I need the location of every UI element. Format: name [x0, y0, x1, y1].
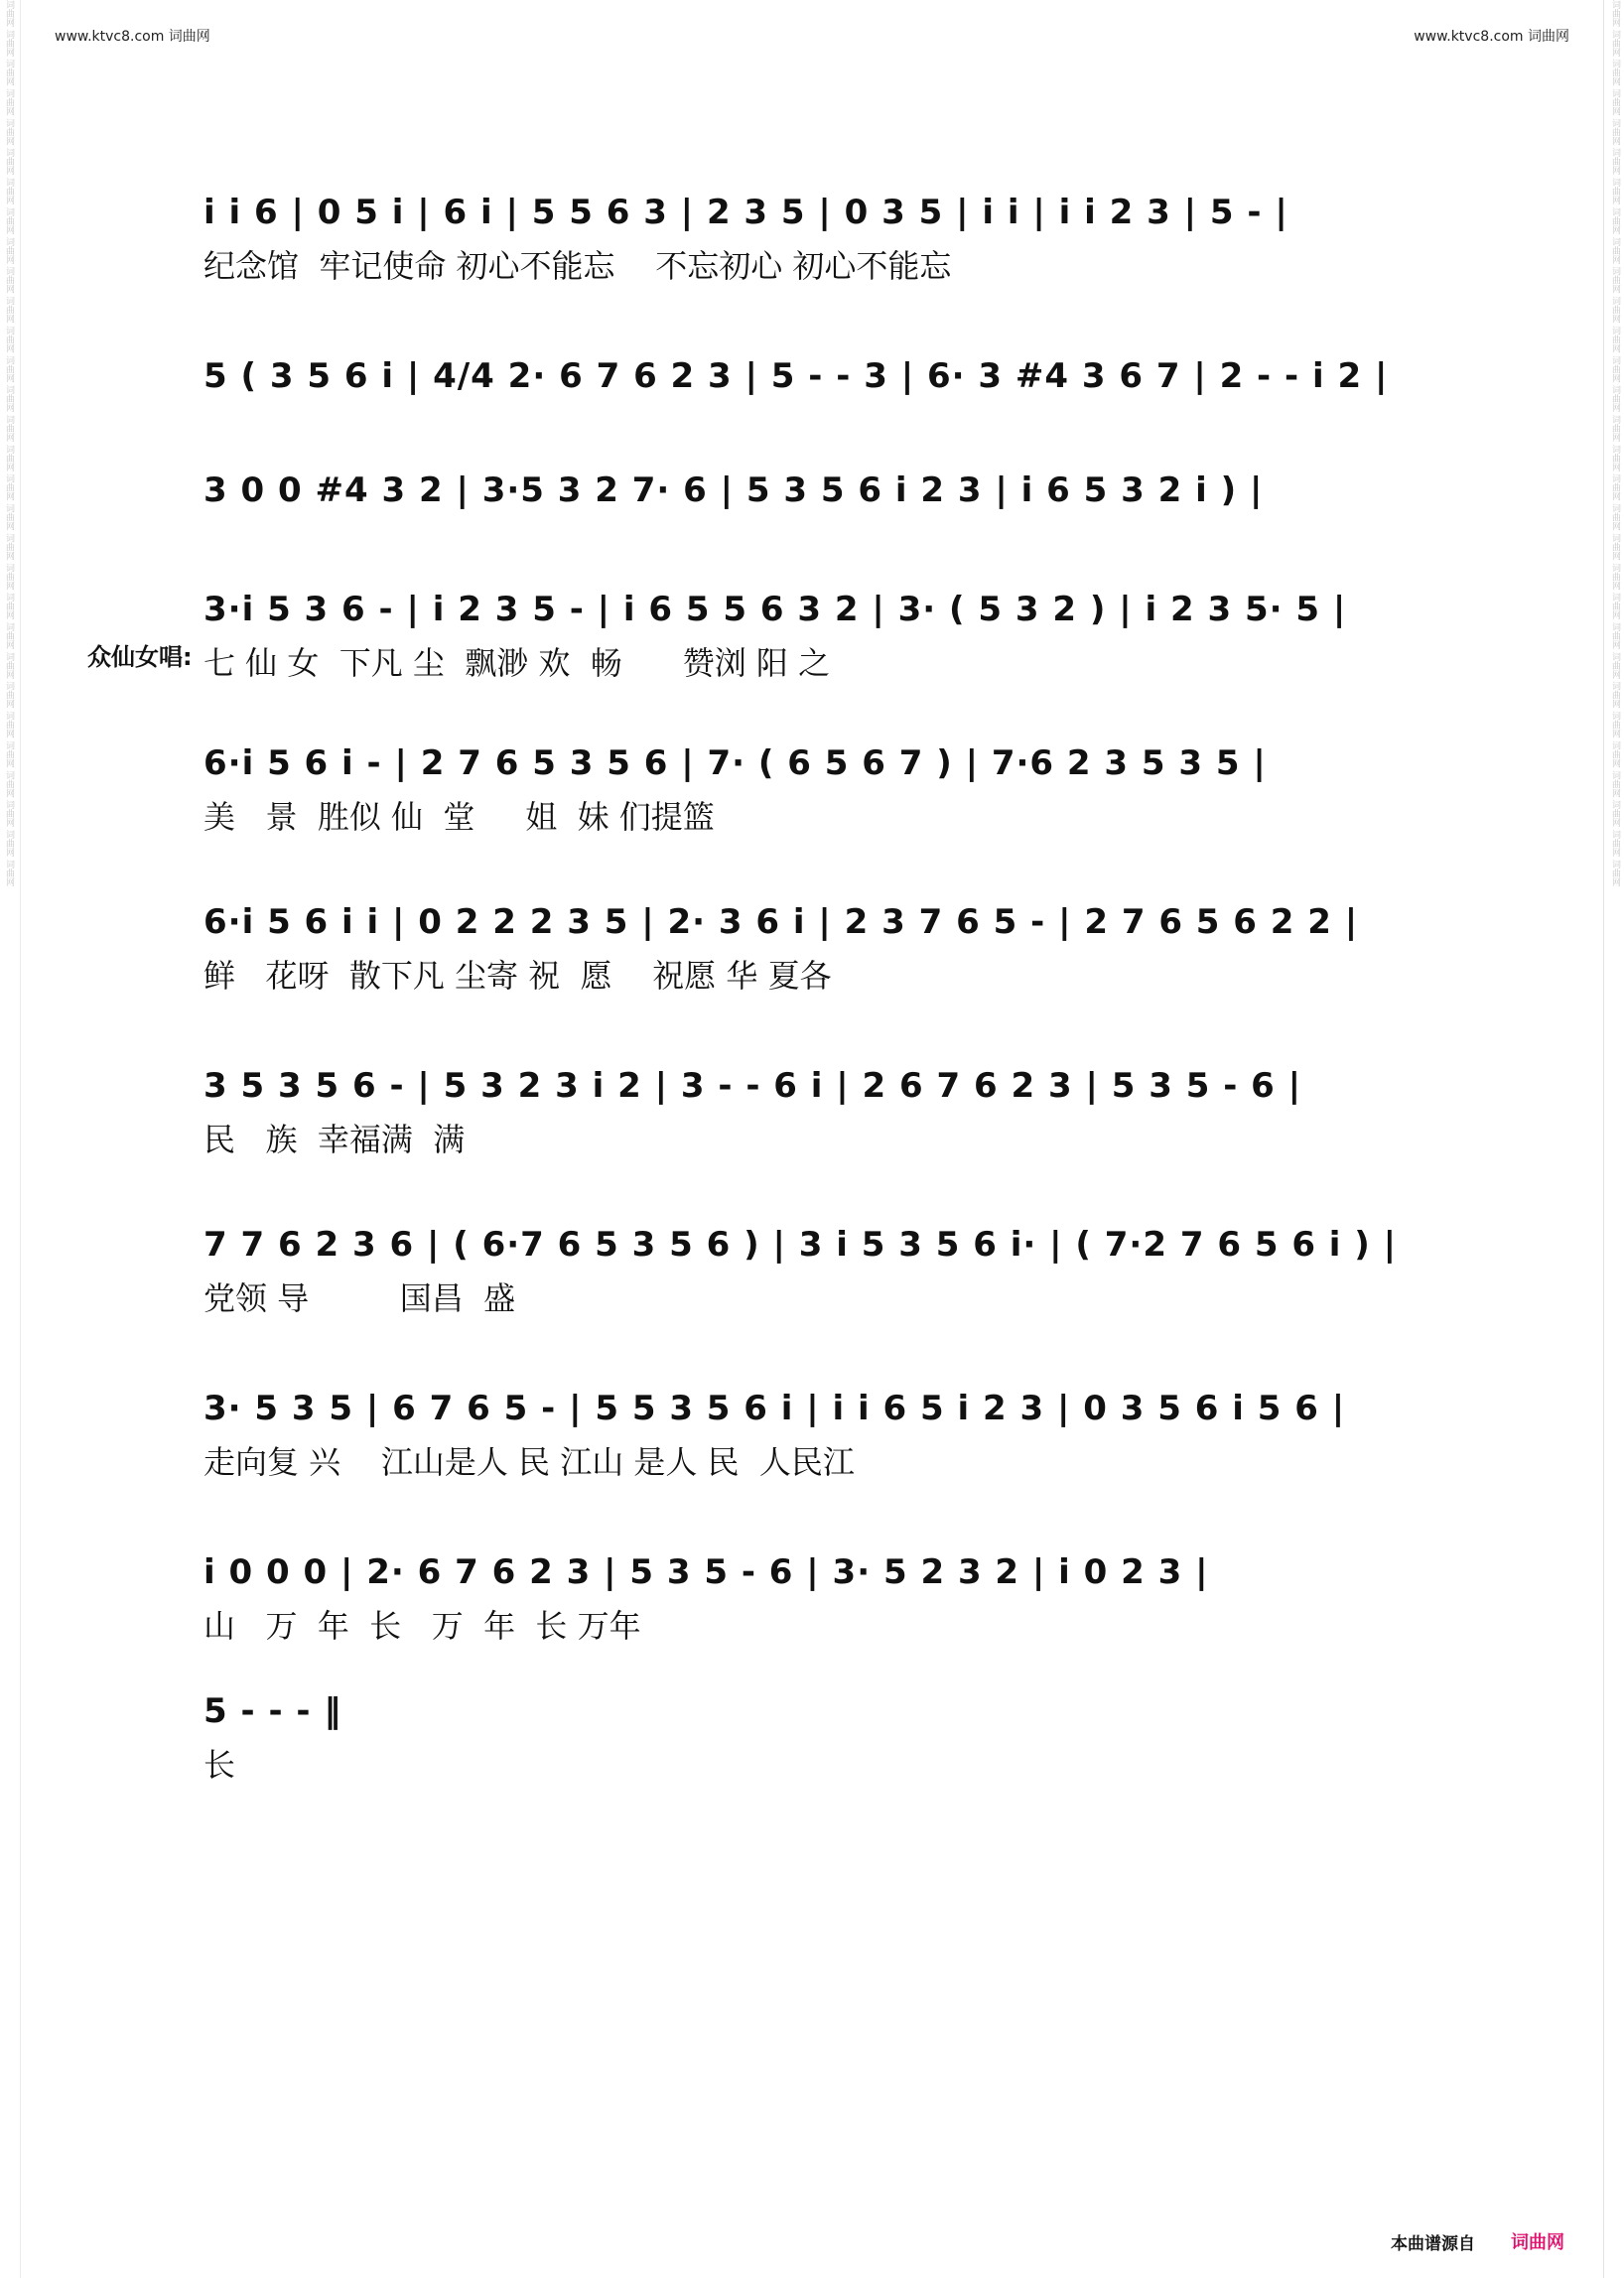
lyrics-row: 纪念馆 牢记使命 初心不能忘 不忘初心 初心不能忘	[203, 247, 952, 285]
notation-row: 3 0 0 #4 3 2 | 3·5 3 2 7· 6 | 5 3 5 6 i 2 3 | i 6 5 3 2 i ) |	[203, 470, 1264, 510]
staff-line	[203, 898, 1454, 995]
staff-line	[203, 189, 1454, 285]
lyrics-row: 党领 导 国昌 盛	[203, 1279, 516, 1317]
lyrics-row: 山 万 年 长 万 年 长 万年	[203, 1607, 641, 1645]
staff-line	[203, 1062, 1454, 1158]
footer-source: 本曲谱源自	[1391, 2234, 1475, 2254]
notation-row: i 0 0 0 | 2· 6 7 6 2 3 | 5 3 5 - 6 | 3· 5 2 3 2 | i 0 2 3 |	[203, 1552, 1209, 1592]
staff-line	[203, 467, 1454, 556]
notation-row: 5 ( 3 5 6 i | 4/4 2· 6 7 6 2 3 | 5 - - 3 | 6· 3 #4 3 6 7 | 2 - - i 2 |	[203, 356, 1389, 396]
header-site-right[interactable]: www.ktvc8.com 词曲网	[1414, 29, 1569, 45]
notation-row: 7 7 6 2 3 6 | ( 6·7 6 5 3 5 6 ) | 3 i 5 3 5 6 i· | ( 7·2 7 6 5 6 i ) |	[203, 1225, 1398, 1265]
watermark-left: 词曲网 词曲网 词曲网 词曲网 词曲网 词曲网 词曲网 词曲网 词曲网 词曲网 词曲网 词曲网 词曲网 词曲网 词曲网 词曲网 词曲网 词曲网 词曲网 词曲网 词曲网 词曲网 词曲网 词曲网 词曲网 词曲网 词曲网 词曲网 词曲网 词曲网	[4, 0, 14, 886]
singer-label: 众仙女唱:	[87, 643, 193, 671]
notation-row: 6·i 5 6 i - | 2 7 6 5 3 5 6 | 7· ( 6 5 6 7 ) | 7·6 2 3 5 3 5 |	[203, 743, 1267, 783]
staff-line	[203, 1548, 1454, 1645]
notation-row: i i 6 | 0 5 i | 6 i | 5 5 6 3 | 2 3 5 | 0 3 5 | i i | i i 2 3 | 5 - |	[203, 193, 1288, 232]
staff-line	[203, 352, 1454, 442]
header-site-left[interactable]: www.ktvc8.com 词曲网	[55, 29, 210, 45]
notation-row: 3 5 3 5 6 - | 5 3 2 3 i 2 | 3 - - 6 i | 2 6 7 6 2 3 | 5 3 5 - 6 |	[203, 1066, 1302, 1106]
staff-line	[203, 586, 1454, 682]
left-border	[20, 0, 21, 2278]
notation-row: 3· 5 3 5 | 6 7 6 5 - | 5 5 3 5 6 i | i i 6 5 i 2 3 | 0 3 5 6 i 5 6 |	[203, 1389, 1346, 1428]
notation-row: 3·i 5 3 6 - | i 2 3 5 - | i 6 5 5 6 3 2 | 3· ( 5 3 2 ) | i 2 3 5· 5 |	[203, 590, 1347, 629]
lyrics-row: 鲜 花呀 散下凡 尘寄 祝 愿 祝愿 华 夏各	[203, 957, 832, 995]
staff-line	[203, 739, 1454, 836]
lyrics-row: 民 族 幸福满 满	[203, 1121, 466, 1158]
staff-line	[203, 1221, 1454, 1317]
right-border	[1603, 0, 1604, 2278]
notation-row: 5 - - - ‖	[203, 1691, 342, 1731]
lyrics-row: 美 景 胜似 仙 堂 姐 妹 们提篮	[203, 798, 715, 836]
notation-row: 6·i 5 6 i i | 0 2 2 2 3 5 | 2· 3 6 i | 2 3 7 6 5 - | 2 7 6 5 6 2 2 |	[203, 902, 1359, 942]
lyrics-row: 走向复 兴 江山是人 民 江山 是人 民 人民江	[203, 1443, 855, 1481]
lyrics-row: 七 仙 女 下凡 尘 飘渺 欢 畅 赞浏 阳 之	[203, 644, 831, 682]
staff-line	[203, 1687, 1454, 1784]
lyrics-row	[203, 522, 1454, 562]
lyrics-row: 长	[203, 1746, 236, 1784]
staff-line	[203, 1385, 1454, 1481]
footer-brand[interactable]: 词曲网	[1511, 2232, 1564, 2253]
watermark-right: 词曲网 词曲网 词曲网 词曲网 词曲网 词曲网 词曲网 词曲网 词曲网 词曲网 词曲网 词曲网 词曲网 词曲网 词曲网 词曲网 词曲网 词曲网 词曲网 词曲网 词曲网 词曲网 词曲网 词曲网 词曲网 词曲网 词曲网 词曲网 词曲网 词曲网	[1610, 0, 1620, 886]
lyrics-row	[203, 408, 1454, 448]
